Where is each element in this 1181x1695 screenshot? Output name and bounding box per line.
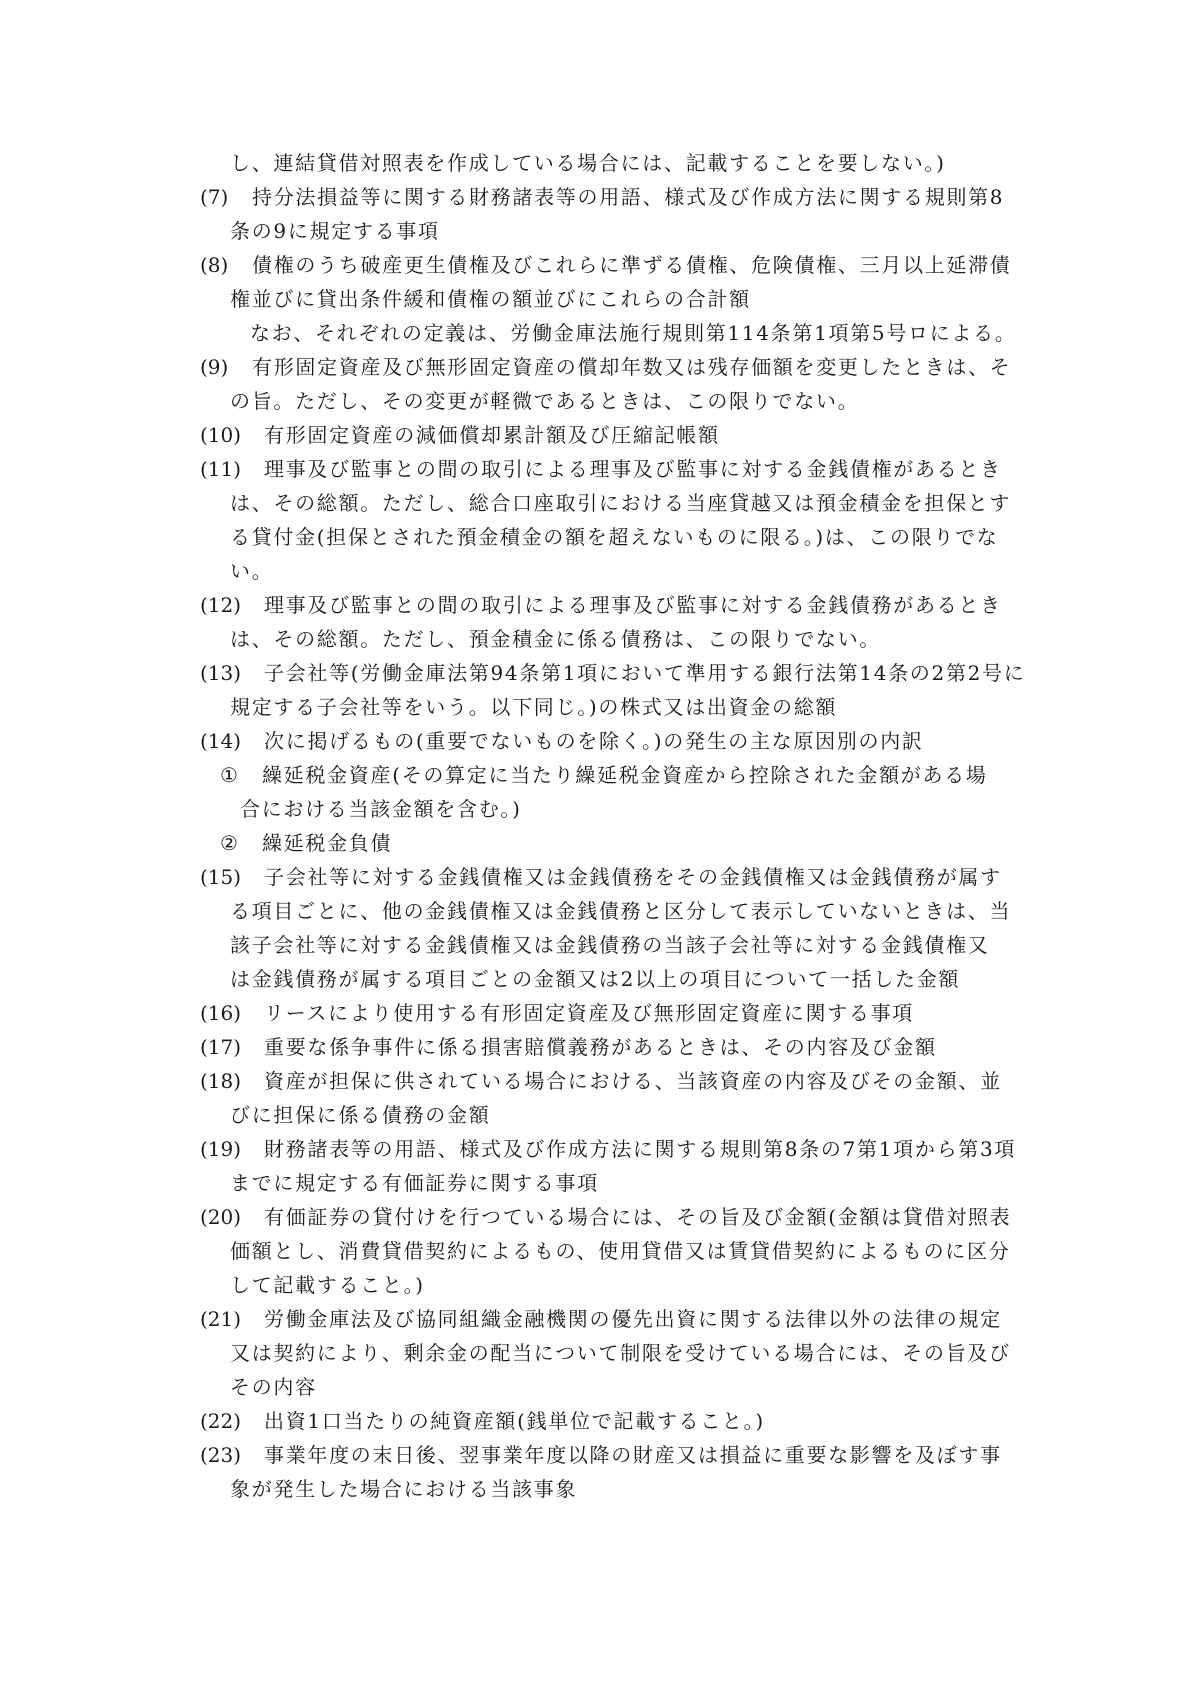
- line-text: 次に掲げるもの(重要でないものを除く。)の発生の主な原因別の内訳: [264, 729, 924, 753]
- item-number: (17): [200, 1035, 242, 1059]
- item-number: (7): [200, 185, 229, 209]
- list-item: [200, 1132, 1016, 1166]
- line-text: 債権のうち破産更生債権及びこれらに準ずる債権、危険債権、三月以上延滞債: [252, 253, 1012, 277]
- list-item: [200, 1302, 1002, 1336]
- line-text: 事業年度の末日後、翌事業年度以降の財産又は損益に重要な影響を及ぼす事: [264, 1443, 1002, 1467]
- list-item: [200, 996, 914, 1030]
- text-line: [230, 962, 960, 996]
- item-number: (19): [200, 1137, 242, 1161]
- list-item: [200, 248, 1012, 282]
- line-text: る項目ごとに、他の金銭債権又は金銭債務と区分して表示していないときは、当: [230, 899, 1012, 923]
- text-line: [250, 316, 1017, 350]
- item-number: (15): [200, 865, 242, 889]
- line-text: 有形固定資産及び無形固定資産の償却年数又は残存価額を変更したときは、そ: [252, 355, 1012, 379]
- list-item: [200, 588, 1002, 622]
- sub-item-marker: ①: [220, 763, 238, 787]
- line-text: る貸付金(担保とされた預金積金の額を超えないものに限る。)は、この限りでな: [230, 525, 999, 549]
- text-line: [230, 282, 751, 316]
- line-text: 財務諸表等の用語、様式及び作成方法に関する規則第8条の7第1項から第3項: [264, 1137, 1017, 1161]
- list-item: [200, 1200, 1011, 1234]
- item-number: (20): [200, 1205, 242, 1229]
- line-text: なお、それぞれの定義は、労働金庫法施行規則第114条第1項第5号ロによる。: [250, 321, 1017, 345]
- text-line: [230, 1098, 490, 1132]
- text-line: [230, 1234, 1010, 1268]
- text-line: [230, 146, 946, 180]
- list-item: [200, 180, 1004, 214]
- text-line: [230, 520, 999, 554]
- line-text: 繰延税金資産(その算定に当たり繰延税金資産から控除された金額がある場: [262, 763, 988, 787]
- text-line: [230, 214, 440, 248]
- list-item: [200, 418, 720, 452]
- text-line: [230, 1268, 425, 1302]
- line-text: い。: [230, 559, 274, 583]
- line-text: 価額とし、消費貸借契約によるもの、使用貸借又は賃貸借契約によるものに区分: [230, 1239, 1011, 1263]
- line-text: びに担保に係る債務の金額: [230, 1103, 491, 1127]
- list-item: [200, 350, 1012, 384]
- line-text: 条の9に規定する事項: [230, 219, 440, 243]
- line-text: は、その総額。ただし、総合口座取引における当座貸越又は預金積金を担保とす: [230, 491, 1012, 515]
- line-text: 理事及び監事との間の取引による理事及び監事に対する金銭債務があるとき: [264, 593, 1002, 617]
- text-line: [230, 894, 1011, 928]
- line-text: 有形固定資産の減価償却累計額及び圧縮記帳額: [264, 423, 720, 447]
- sub-item: [220, 758, 988, 792]
- line-text: リースにより使用する有形固定資産及び無形固定資産に関する事項: [264, 1001, 914, 1025]
- text-line: [230, 1336, 1011, 1370]
- text-line: [230, 622, 881, 656]
- list-item: [200, 1404, 765, 1438]
- text-line: [230, 1370, 317, 1404]
- line-text: して記載すること。): [230, 1273, 425, 1297]
- text-line: [230, 690, 837, 724]
- line-text: は、その総額。ただし、預金積金に係る債務は、この限りでない。: [230, 627, 881, 651]
- line-text: 持分法損益等に関する財務諸表等の用語、様式及び作成方法に関する規則第8: [252, 185, 1005, 209]
- line-text: までに規定する有価証券に関する事項: [230, 1171, 599, 1195]
- line-text: 又は契約により、剰余金の配当について制限を受けている場合には、その旨及び: [230, 1341, 1011, 1365]
- sub-item-marker: ②: [220, 831, 238, 855]
- list-item: [200, 724, 924, 758]
- item-number: (14): [200, 729, 242, 753]
- line-text: その内容: [230, 1375, 317, 1399]
- item-number: (23): [200, 1443, 242, 1467]
- line-text: 子会社等(労働金庫法第94条第1項において準用する銀行法第14条の2第2号に: [264, 661, 1026, 685]
- line-text: の旨。ただし、その変更が軽微であるときは、この限りでない。: [230, 389, 860, 413]
- item-number: (11): [200, 457, 242, 481]
- list-item: [200, 452, 1002, 486]
- item-number: (8): [200, 253, 229, 277]
- line-text: 資産が担保に供されている場合における、当該資産の内容及びその金額、並: [264, 1069, 1002, 1093]
- line-text: 象が発生した場合における当該事象: [230, 1477, 578, 1501]
- text-line: [230, 384, 859, 418]
- item-number: (22): [200, 1409, 242, 1433]
- line-text: 子会社等に対する金銭債権又は金銭債務をその金銭債権又は金銭債務が属す: [264, 865, 1002, 889]
- text-line: [230, 928, 990, 962]
- line-text: 合における当該金額を含む。): [240, 797, 522, 821]
- text-line: [240, 792, 522, 826]
- text-line: [230, 1166, 599, 1200]
- item-number: (21): [200, 1307, 242, 1331]
- line-text: 規定する子会社等をいう。以下同じ。)の株式又は出資金の総額: [230, 695, 838, 719]
- line-text: 出資1口当たりの純資産額(銭単位で記載すること。): [264, 1409, 765, 1433]
- list-item: [200, 1438, 1002, 1472]
- text-line: [230, 554, 273, 588]
- line-text: 有価証券の貸付けを行つている場合には、その旨及び金額(金額は貸借対照表: [264, 1205, 1012, 1229]
- text-line: [230, 486, 1011, 520]
- line-text: し、連結貸借対照表を作成している場合には、記載することを要しない。): [230, 151, 946, 175]
- line-text: 理事及び監事との間の取引による理事及び監事に対する金銭債権があるとき: [264, 457, 1002, 481]
- item-number: (10): [200, 423, 242, 447]
- item-number: (13): [200, 661, 242, 685]
- list-item: [200, 656, 1025, 690]
- item-number: (9): [200, 355, 229, 379]
- item-number: (18): [200, 1069, 242, 1093]
- item-number: (16): [200, 1001, 242, 1025]
- line-text: 労働金庫法及び協同組織金融機関の優先出資に関する法律以外の法律の規定: [264, 1307, 1002, 1331]
- list-item: [200, 1064, 1002, 1098]
- list-item: [200, 860, 1002, 894]
- item-number: (12): [200, 593, 242, 617]
- line-text: 権並びに貸出条件緩和債権の額並びにこれらの合計額: [230, 287, 751, 311]
- line-text: 繰延税金負債: [262, 831, 393, 855]
- line-text: 重要な係争事件に係る損害賠償義務があるときは、その内容及び金額: [264, 1035, 937, 1059]
- line-text: 該子会社等に対する金銭債権又は金銭債務の当該子会社等に対する金銭債権又: [230, 933, 990, 957]
- sub-item: [220, 826, 392, 860]
- line-text: は金銭債務が属する項目ごとの金額又は2以上の項目について一括した金額: [230, 967, 961, 991]
- list-item: [200, 1030, 937, 1064]
- text-line: [230, 1472, 577, 1506]
